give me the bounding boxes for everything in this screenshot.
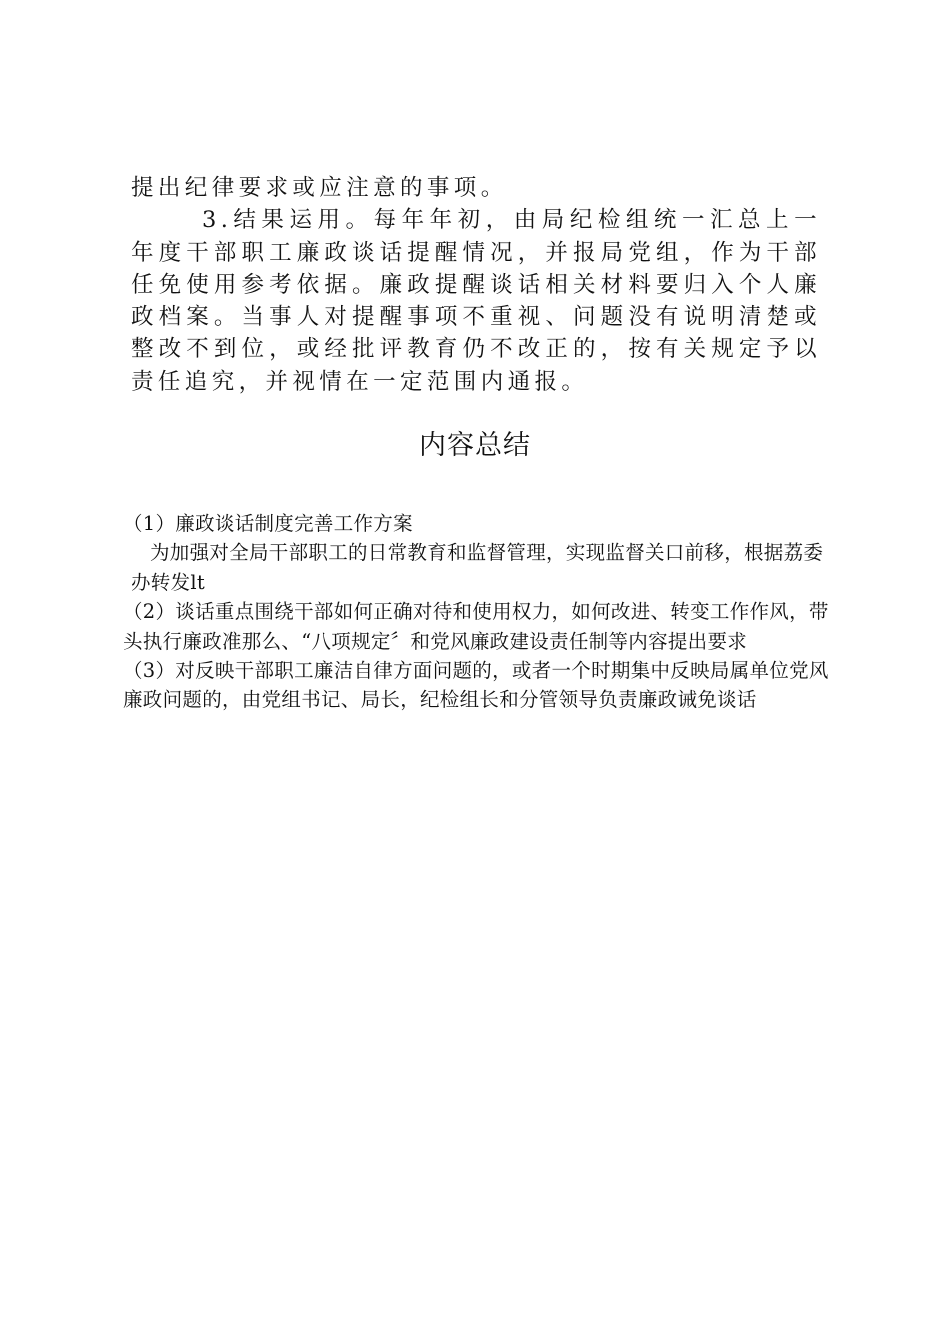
summary-item-1-title: （1）廉政谈话制度完善工作方案 — [123, 512, 413, 535]
document-body — [131, 172, 821, 398]
summary-item-2: （2）谈话重点围绕干部如何正确对待和使用权力，如何改进、转变工作作风，带头执行廉政准那么、“八项规定〞和党风廉政建设责任制等内容提出要求 — [123, 600, 829, 653]
summary-section — [123, 509, 831, 715]
summary-item-3: （3）对反映干部职工廉洁自律方面问题的，或者一个时期集中反映局属单位党风廉政问题的，由党组书记、局长，纪检组长和分管领导负责廉政诫免谈话 — [123, 659, 829, 712]
summary-item-1-text: 为加强对全局干部职工的日常教育和监督管理，实现监督关口前移，根据荔委办转发lt — [131, 541, 824, 594]
paragraph-continuation: 提出纪律要求或应注意的事项。 — [131, 175, 508, 201]
paragraph-results-usage: 3.结果运用。每年年初，由局纪检组统一汇总上一年度干部职工廉政谈话提醒情况，并报局党组，作为干部任免使用参考依据。廉政提醒谈话相关材料要归入个人廉政档案。当事人对提醒事项不重视、问题没有说明清楚或整改不到位，或经批评教育仍不改正的，按有关规定予以责任追究，并视情在一定范围内通报。 — [131, 207, 821, 395]
summary-title: 内容总结 — [419, 430, 531, 461]
